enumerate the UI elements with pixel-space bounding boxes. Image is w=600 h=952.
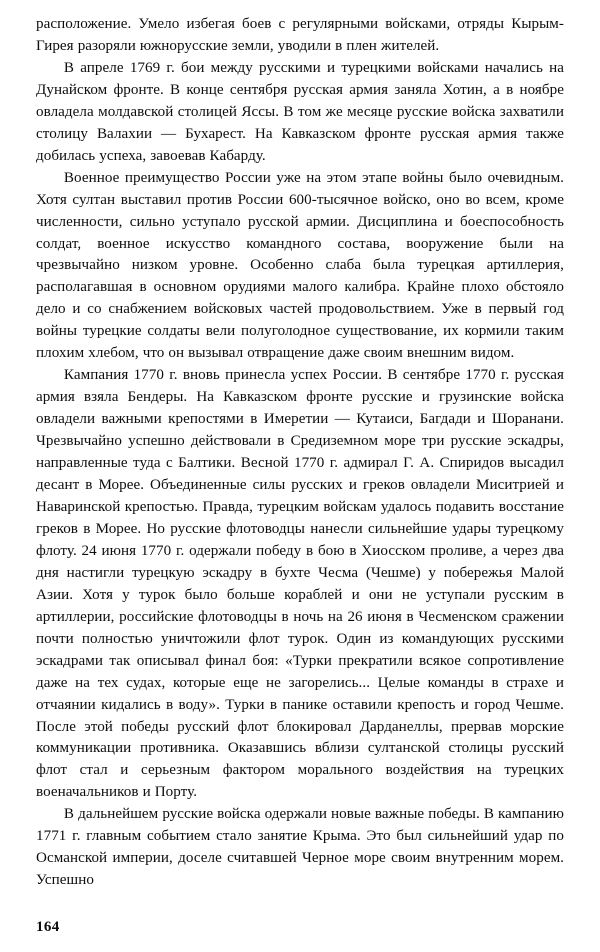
paragraph: Кампания 1770 г. вновь принесла успех России. В сентябре 1770 г. русская армия взяла Бендеры. На Кавказском фронте русские и грузинские войска овладели важными крепостями в Имеретии — Кутаиси, Багдади и Шоранани. Чрезвычайно успешно действовали в Средиземном море три русские эскадры, направленные туда с Балтики. Весной 1770 г. адмирал Г. А. Спиридов высадил десант в Морее. Объединенные силы русских и греков овладели Миситрией и Наваринской крепостью. Правда, турецким войскам удалось подавить восстание греков в Морее. Но русские флотоводцы нанесли сильнейшие удары турецкому флоту. 24 июня 1770 г. одержали победу в бою в Хиосском проливе, а через два дня настигли турецкую эскадру в бухте Чесма (Чешме) у побережья Малой Азии. Хотя у турок было больше кораблей и они не уступали русским в артиллерии, российские флотоводцы в ночь на 26 июня в Чесменском сражении почти полностью уничтожили флот турок. Один из командующих русскими эскадрами так описывал финал боя: «Турки прекратили всякое сопротивление даже на тех судах, которые еще не загорелись... Целые команды в страхе и отчаянии кидались в воду». Турки в панике оставили крепость и город Чешме. После этой победы русский флот блокировал Дарданеллы, прервав морские коммуникации противника. Оказавшись вблизи султанской столицы русский флот стал и серьезным фактором морального воздействия на турецких военачальников и Порту. (36, 367, 564, 801)
page-number: 164 (36, 919, 60, 935)
paragraph: расположение. Умело избегая боев с регулярными войсками, отряды Кырым-Гирея разоряли южнорусские земли, уводили в плен жителей. (36, 16, 564, 54)
paragraph: В апреле 1769 г. бои между русскими и турецкими войсками начались на Дунайском фронте. В конце сентября русская армия заняла Хотин, а в ноябре овладела молдавской столицей Яссы. В том же месяце русские войска захватили столицу Валахии — Бухарест. На Кавказском фронте русская армия также добилась успеха, завоевав Кабарду. (36, 59, 564, 164)
page-body-text (36, 14, 564, 892)
paragraph: В дальнейшем русские войска одержали новые важные победы. В кампанию 1771 г. главным событием стало занятие Крыма. Это был сильнейший удар по Османской империи, доселе считавшей Черное море своим внутренним морем. Успешно (36, 806, 564, 889)
paragraph: Военное преимущество России уже на этом этапе войны было очевидным. Хотя султан выставил против России 600-тысячное войско, оно во всем, кроме численности, сильно уступало русской армии. Дисциплина и боеспособность солдат, военное искусство командного состава, вооружение были на чрезвычайно низком уровне. Особенно слаба была турецкая артиллерия, располагавшая в основном орудиями малого калибра. Крайне плохо обстояло дело и со снабжением войсковых частей продовольствием. Уже в первый год войны турецкие солдаты вели полуголодное существование, их кормили таким плохим хлебом, что он вызывал отвращение даже своим внешним видом. (36, 169, 564, 362)
